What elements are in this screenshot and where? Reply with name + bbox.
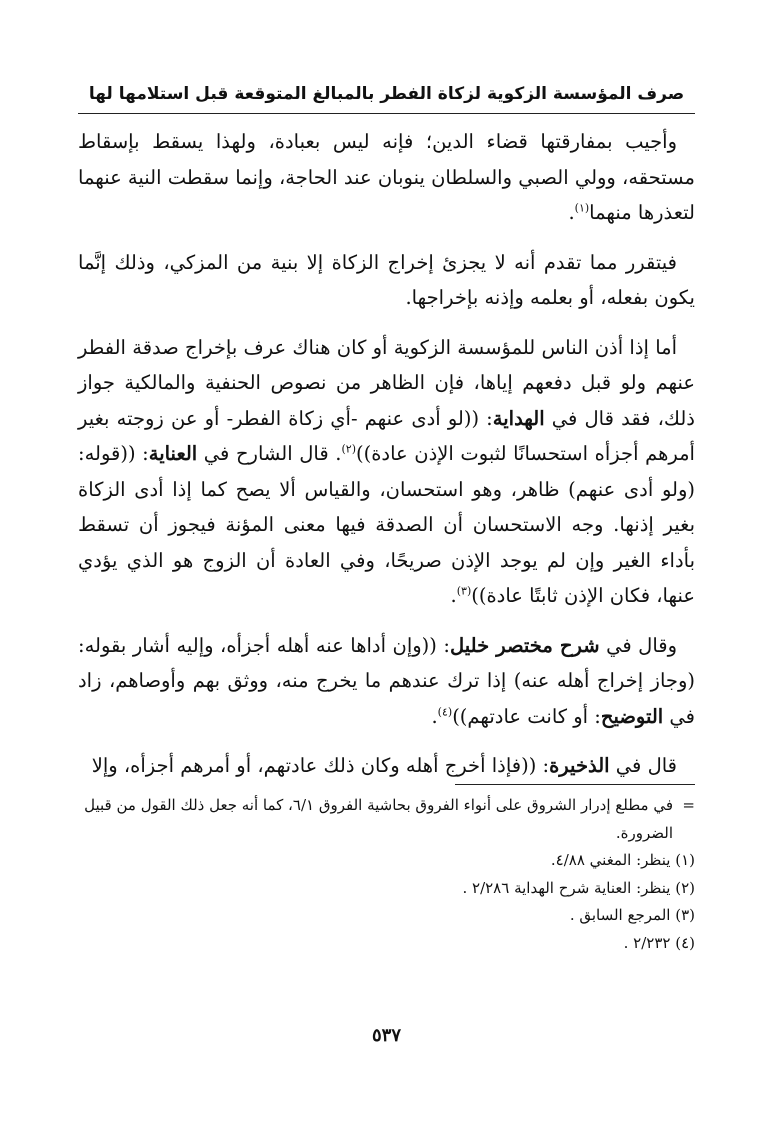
paragraph-1: وأجيب بمفارقتها قضاء الدين؛ فإنه ليس بعبادة، ولهذا يسقط بإسقاط مستحقه، وولي الصبي والسلطان ينوبان عند الحاجة، وإنما سقطت النية عنهما لتعذرها منهما$^{(١)}$. (78, 130, 695, 224)
footnote-ref-1[interactable]: (١) (574, 201, 590, 215)
footnote-text: ينظر: المغني ٤/٨٨. (550, 851, 671, 869)
footnote-ref-3[interactable]: (٣) (456, 584, 472, 598)
footnote-continuation: = في مطلع إدرار الشروق على أنواء الفروق بحاشية الفروق ٦/١، كما أنه جعل ذلك القول من قبيل الضرورة. (78, 792, 695, 847)
footnote-ref-4[interactable]: (٤) (437, 705, 453, 718)
footnote-number: (٣) (675, 906, 695, 924)
footnote-number: (١) (675, 851, 695, 869)
footnote-divider (455, 784, 695, 785)
footnote-text: ينظر: العناية شرح الهداية ٢/٢٨٦ . (462, 878, 671, 897)
footnote-number: (٤) (675, 933, 695, 952)
footnotes (78, 792, 695, 957)
book-title-hidaya: الهداية (492, 406, 545, 430)
book-title-tawdih: التوضيح (600, 704, 664, 728)
footnote-item (78, 875, 695, 903)
document-page (78, 0, 695, 1121)
footnote-item (78, 847, 695, 875)
header-divider (78, 113, 695, 114)
paragraph-4: وقال في شرح مختصر خليل: ((وإن أداها عنه أهله أجزأه، وإليه أشار بقوله: (وجاز إخراج أهله عنه) إذا ترك عندهم ما يخرج منه، ووثق بهم وأوصاهم، زاد في التوضيح: أو كانت عادتهم))$^{(٤)}$. (78, 633, 695, 728)
footnote-item (78, 930, 695, 958)
main-text (78, 124, 695, 798)
footnote-ref-2[interactable]: (٢) (341, 442, 356, 456)
book-title-dhakhira: الذخيرة (549, 754, 610, 777)
book-title-sharh-khalil: شرح مختصر خليل (449, 633, 600, 657)
footnote-text: المرجع السابق . (569, 906, 671, 924)
paragraph-3: أما إذا أذن الناس للمؤسسة الزكوية أو كان هناك عرف بإخراج صدقة الفطر عنهم ولو قبل دفعهم إياها، فإن الظاهر من نصوص الحنفية والمالكية جواز ذلك، فقد قال في الهداية: ((لو أدى عنهم -أي زكاة الفطر- أو عن زوجته بغير أمرهم أجزأه استحسانًا لثبوت الإذن عادة))$^{(٢)}$. قال الشارح في العناية: ((قوله: (ولو أدى عنهم) ظاهر، وهو استحسان، والقياس ألا يصح كما إذا أدى الزكاة بغير إذنها. وجه الاستحسان أن الصدقة فيها معنى المؤنة فيجوز أن تسقط بأداء الغير وإن لم يوجد الإذن صريحًا، وفي العادة أن الزوج هو الذي يؤدي عنها، فكان الإذن ثابتًا عادة))$^{(٣)}$. (78, 335, 695, 607)
footnote-text: ٢/٢٣٢ . (623, 933, 671, 952)
paragraph-2: فيتقرر مما تقدم أنه لا يجزئ إخراج الزكاة إلا بنية من المزكي، وذلك إنَّما يكون بفعله، أو بعلمه وإذنه بإخراجها. (78, 250, 695, 309)
continuation-mark: = (682, 796, 695, 814)
paragraph-5: قال في الذخيرة: ((فإذا أخرج أهله وكان ذلك عادتهم، أو أمرهم أجزأه، وإلا (91, 754, 677, 777)
footnote-number: (٢) (675, 878, 695, 897)
running-header: صرف المؤسسة الزكوية لزكاة الفطر بالمبالغ المتوقعة قبل استلامها لها (88, 84, 685, 104)
page-number: ٥٣٧ (371, 1025, 401, 1046)
footnote-item (78, 902, 695, 930)
book-title-inaya: العناية (148, 442, 198, 465)
